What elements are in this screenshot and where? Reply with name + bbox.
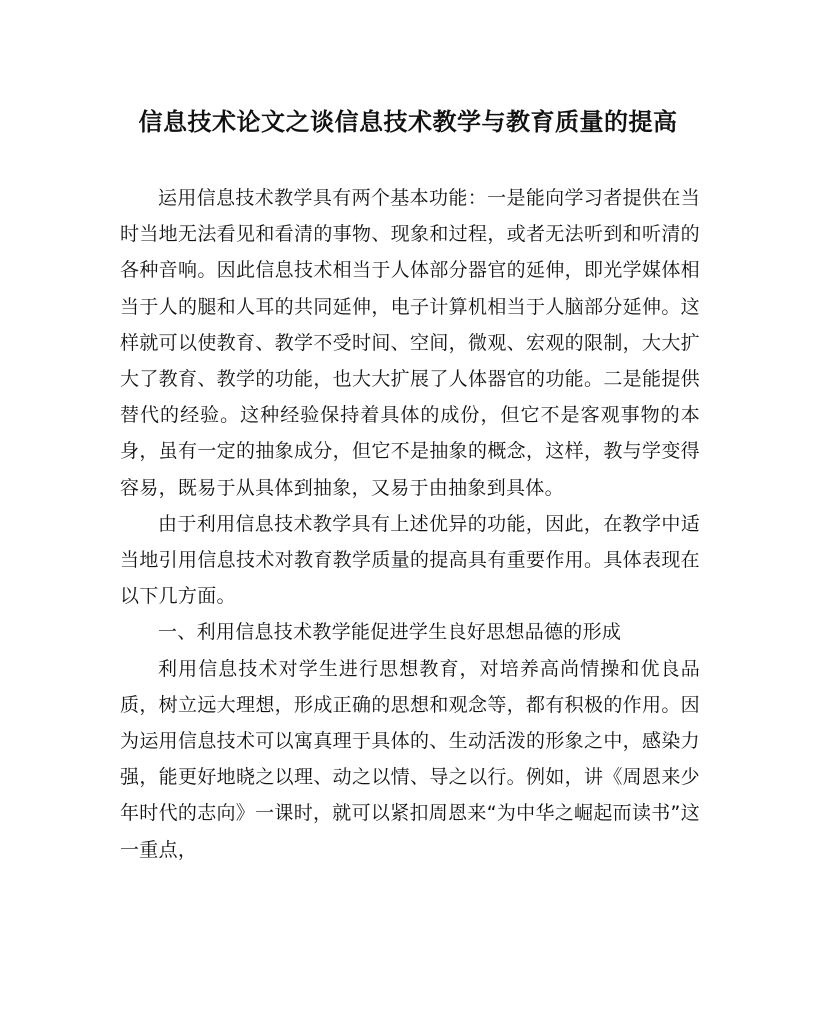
- section-heading-1: 一、利用信息技术教学能促进学生良好思想品德的形成: [158, 621, 622, 644]
- paragraph-transition: 由于利用信息技术教学具有上述优异的功能，因此，在教学中适当地引用信息技术对教育教学质量的提高具有重要作用。具体表现在以下几方面。: [120, 512, 700, 608]
- paragraph-section-1: 利用信息技术对学生进行思想教育，对培养高尚情操和优良品质，树立远大理想，形成正确的思想和观念等，都有积极的作用。因为运用信息技术可以寓真理于具体的、生动活泼的形象之中，感染力强，能更好地晓之以理、动之以情、导之以行。例如，讲《周恩来少年时代的志向》一课时，就可以紧扣周恩来“为中华之崛起而读书”这一重点，: [120, 657, 700, 861]
- document-body: [120, 180, 700, 868]
- document-title: 信息技术论文之谈信息技术教学与教育质量的提高: [138, 107, 678, 136]
- paragraph-intro: 运用信息技术教学具有两个基本功能：一是能向学习者提供在当时当地无法看见和看清的事物、现象和过程，或者无法听到和听清的各种音响。因此信息技术相当于人体部分器官的延伸，即光学媒体相当于人的腿和人耳的共同延伸，电子计算机相当于人脑部分延伸。这样就可以使教育、教学不受时间、空间，微观、宏观的限制，大大扩大了教育、教学的功能，也大大扩展了人体器官的功能。二是能提供替代的经验。这种经验保持着具体的成份，但它不是客观事物的本身，虽有一定的抽象成分，但它不是抽象的概念，这样，教与学变得容易，既易于从具体到抽象，又易于由抽象到具体。: [120, 187, 700, 499]
